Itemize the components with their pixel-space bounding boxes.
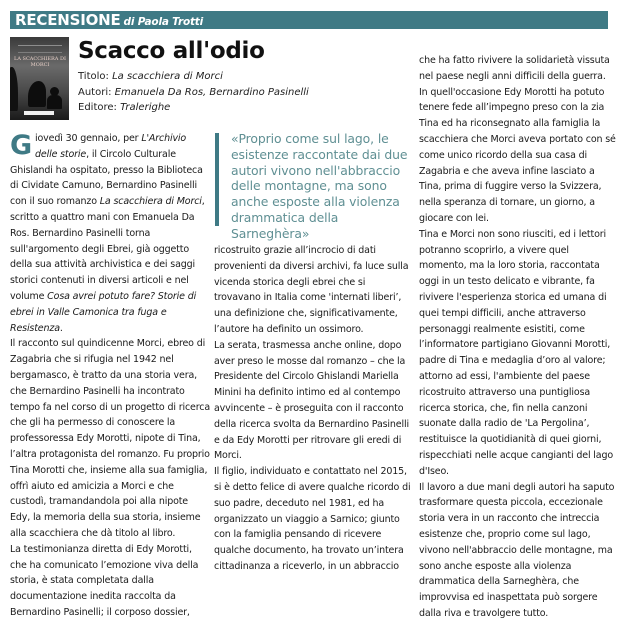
italic-run: La scacchiera di Morci (99, 196, 202, 208)
section-header-bar (10, 11, 608, 29)
italic-run: Cosa avrei potuto fare? Storie di ebrei in Valle Camonica tra fuga e Resistenza (10, 290, 197, 334)
paragraph: ricostruito grazie all’incrocio di dati provenienti da diversi archivi, fa luce sulla vicenda storica degli ebrei che si trovavano in Italia come 'internati liberi’, una definizione che, significativamente, l’autore ha definito un ossimoro. (214, 245, 409, 335)
article-column-1 (10, 131, 210, 621)
paragraph (10, 131, 210, 336)
meta-title (78, 70, 223, 84)
section-label (15, 11, 203, 31)
cover-authors-lines (18, 45, 62, 53)
meta-label: Editore: (78, 102, 121, 113)
article-column-2 (214, 243, 414, 575)
paragraph: In quell'occasione Edy Morotti ha potuto tenere fede all’impegno preso con la zia Tina ed ha riconsegnato alla famiglia la scacchiera che Morci aveva portato con sé come unico ricordo della sua casa di Zagabria e che aveva infine lasciato a Tina, prima di fuggire verso la Svizzera, nella speranza di tornare, un giorno, a giocare con lei. (419, 86, 616, 224)
text-run: , il Circolo Culturale Ghislandi ha ospitato, presso la Biblioteca di Cividate Camuno, Bernardino Pasinelli con il suo romanzo (10, 148, 203, 208)
pull-quote-bar (215, 133, 219, 226)
paragraph: che ha fatto rivivere la solidarietà vissuta nel paese negli anni difficili della guerra. (419, 55, 610, 82)
article-column-3 (419, 53, 619, 622)
paragraph: Il lavoro a due mani degli autori ha saputo trasformare questa piccola, eccezionale storia vera in un racconto che intreccia esistenze che, proprio come sul lago, vivono nell'abbraccio delle montagne, ma sono anche esposte alla violenza drammatica della Sarneghèra, che improvvisa ed inaspettata può sorgere dalla riva e travolgere tutto. (419, 481, 615, 619)
paragraph: La serata, trasmessa anche online, dopo aver preso le mosse dal romanzo – che la Presidente del Circolo Ghislandi Mariella Minini ha definito intimo ed al contempo avvincente – è proseguita con il racconto della ricerca svolta da Bernardino Pasinelli e da Edy Morotti per ritrovare gli eredi di Morci. (214, 339, 409, 462)
article-title: Scacco all'odio (78, 38, 265, 64)
paragraph: Il racconto sul quindicenne Morci, ebreo di Zagabria che si rifugia nel 1942 nel bergamasco, è tratto da una storia vera, che Bernardino Pasinelli ha incontrato tempo fa nel corso di un progetto di ricerca che gli ha permesso di conoscere la professoressa Edy Morotti, nipote di Tina, l’altra protagonista del romanzo. Fu proprio Tina Morotti che, insieme alla sua famiglia, offrì aiuto ed amicizia a Morci e che custodì, tramandandola poi alla nipote Edy, la memoria della sua storia, insieme alla scacchiera che dà titolo al libro. (10, 338, 211, 539)
meta-publisher (78, 101, 170, 115)
text-run: . (59, 322, 63, 334)
paragraph: La testimonianza diretta di Edy Morotti, che ha comunicato l’emozione viva della storia, è stata completata dalla documentazione inedita raccolta da Bernardino Pasinelli; il corposo dossier, (10, 543, 199, 618)
italic-run: L'Archivio delle storie (35, 133, 187, 160)
chess-piece-icon (10, 67, 18, 111)
paragraph: Tina e Morci non sono riusciti, ed i lettori potranno scoprirlo, a vivere quel momento, ma la loro storia, raccontata oggi in un testo delicato e vibrante, fa rivivere l'esperienza storica ed umana di quei tempi difficili, anche attraverso personaggi realmente esistiti, come l’informatore partigiano Giovanni Morotti, padre di Tina e medaglia d’oro al valore; attorno ad essi, l'ambiente del paese ricostruito attraverso una puntigliosa ricerca storica, che, fin nella canzoni suonate dalla radio de 'La Pergolina’, restituisce la quotidianità di quei giorni, rispecchiati nelle acque cangianti del lago d'Iseo. (419, 228, 614, 477)
paragraph: Il figlio, individuato e contattato nel 2015, si è detto felice di avere qualche ricordo di suo padre, deceduto nel 1981, ed ha organizzato un viaggio a Sarnico; giunto con la famiglia pensando di ricevere qualche documento, ha trovato un’intera cittadinanza a riceverlo, in un abbraccio (214, 466, 411, 572)
section-name: RECENSIONE (15, 11, 121, 29)
text-run: , scritto a quattro mani con Emanuela Da Ros. Bernardino Pasinelli torna sull'argomento degli Ebrei, già oggetto della sua attività archivistica e dei saggi storici contenuti in diversi articoli e nel volume (10, 196, 205, 302)
meta-value: Tralerighe (120, 102, 171, 113)
pull-quote: «Proprio come sul lago, le esistenze raccontate dai due autori vivono nell'abbraccio delle montagne, ma sono anche esposte alla violenza drammatica della Sarneghèra» (231, 131, 408, 241)
cover-title: LA SCACCHIERA DI MORCI (14, 56, 66, 68)
meta-label: Autori: (78, 87, 115, 98)
meta-value: Emanuela Da Ros, Bernardino Pasinelli (114, 87, 309, 98)
text-run: iovedì 30 gennaio, per (35, 133, 142, 144)
chess-pawn-icon (47, 95, 62, 109)
drop-cap: G (10, 130, 33, 161)
cover-publisher-band (24, 111, 54, 115)
author-byline: di Paola Trotti (123, 16, 204, 28)
meta-authors (78, 86, 309, 100)
book-cover-image (10, 37, 69, 120)
chess-knight-icon (28, 81, 46, 107)
meta-value: La scacchiera di Morci (112, 71, 223, 82)
meta-label: Titolo: (78, 71, 113, 82)
